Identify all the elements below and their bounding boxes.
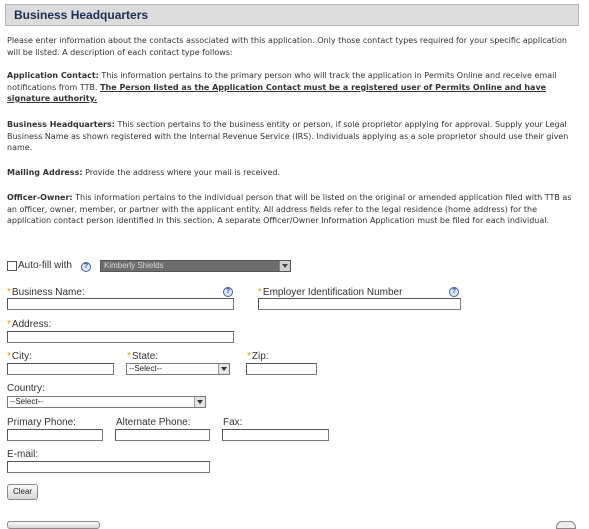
autofill-select[interactable] (100, 260, 291, 272)
text-application-contact: This information pertains to the primary person who will track the application in Permits Online and receive email notifications from TTB. (7, 71, 557, 92)
fax-input[interactable] (222, 429, 329, 441)
state-selected-value: --Select-- (129, 364, 162, 373)
business-name-label (7, 287, 85, 298)
email-label: E-mail: (7, 449, 39, 460)
required-marker: * (258, 287, 262, 298)
required-marker: * (127, 351, 131, 362)
term-business-headquarters: Business Headquarters: (7, 120, 115, 129)
alternate-phone-input[interactable] (115, 429, 210, 441)
description-business-headquarters (7, 119, 582, 154)
ein-label (258, 287, 402, 298)
scroll-control-partial[interactable] (556, 521, 576, 529)
text-mailing-address: Provide the address where your mail is received. (82, 168, 281, 177)
ein-help-icon[interactable]: ? (449, 287, 459, 297)
city-input[interactable] (7, 363, 114, 375)
section-header (5, 4, 579, 26)
description-officer-owner (7, 192, 582, 227)
autofill-help-icon[interactable]: ? (81, 262, 91, 272)
term-officer-owner: Officer-Owner: (7, 193, 73, 202)
term-application-contact: Application Contact: (7, 71, 99, 80)
address-label (7, 319, 51, 330)
alternate-phone-label: Alternate Phone: (116, 417, 191, 428)
country-selected-value: --Select-- (10, 397, 43, 406)
autofill-selected-value: Kimberly Shields (104, 261, 164, 270)
emphasis-application-contact: The Person listed as the Application Contact must be a registered user of Permits Online and have signature authority. (7, 82, 547, 103)
business-name-label-text: Business Name: (11, 287, 85, 298)
autofill-label: Auto-fill with (18, 260, 72, 271)
chevron-down-icon (279, 261, 290, 271)
chevron-down-icon (218, 364, 229, 374)
primary-phone-input[interactable] (7, 429, 103, 441)
address-label-text: Address: (11, 319, 52, 330)
zip-input[interactable] (246, 363, 317, 375)
required-marker: * (7, 351, 11, 362)
term-mailing-address: Mailing Address: (7, 168, 83, 177)
state-select[interactable] (126, 363, 230, 375)
country-select[interactable] (7, 396, 206, 408)
email-input[interactable] (7, 461, 210, 473)
chevron-down-icon (194, 397, 205, 407)
business-name-help-icon[interactable]: ? (223, 287, 233, 297)
clear-button[interactable]: Clear (7, 484, 38, 500)
description-application-contact (7, 70, 582, 105)
zip-label (247, 351, 269, 362)
text-business-headquarters: This section pertains to the business entity or person, if sole proprietor applying for approval. Supply your Legal Business Name as shown registered with the Internal Revenue Service (IRS). Individuals applying as a sole proprietor should use their given name. (7, 120, 569, 152)
text-officer-owner: This information pertains to the individual person that will be listed on the original or amended application filed with TTB as an officer, owner, member, or partner with the applicant entity. All address fields refer to the legal residence (home address) for the application contact person identified in this section. A separate Officer/Owner Information Application must be filed for each individual. (7, 193, 572, 225)
required-marker: * (7, 319, 11, 330)
country-label: Country: (7, 383, 45, 394)
fax-label: Fax: (223, 417, 243, 428)
city-label (7, 351, 32, 362)
city-label-text: City: (11, 351, 32, 362)
state-label (127, 351, 158, 362)
intro-text: Please enter information about the contacts associated with this application. Only those contact types required for your specific application will be listed. A description of each contact type follows: (7, 36, 567, 57)
autofill-checkbox[interactable] (7, 261, 17, 271)
section-title: Business Headquarters (14, 8, 149, 22)
required-marker: * (247, 351, 251, 362)
ein-label-text: Employer Identification Number (262, 287, 403, 298)
primary-phone-label: Primary Phone: (7, 417, 76, 428)
description-mailing-address (7, 167, 582, 179)
next-button-partial[interactable] (7, 521, 100, 529)
state-label-text: State: (131, 351, 159, 362)
address-input[interactable] (7, 331, 234, 343)
required-marker: * (7, 287, 11, 298)
business-name-input[interactable] (7, 298, 234, 310)
ein-input[interactable] (258, 298, 461, 310)
zip-label-text: Zip: (251, 351, 269, 362)
